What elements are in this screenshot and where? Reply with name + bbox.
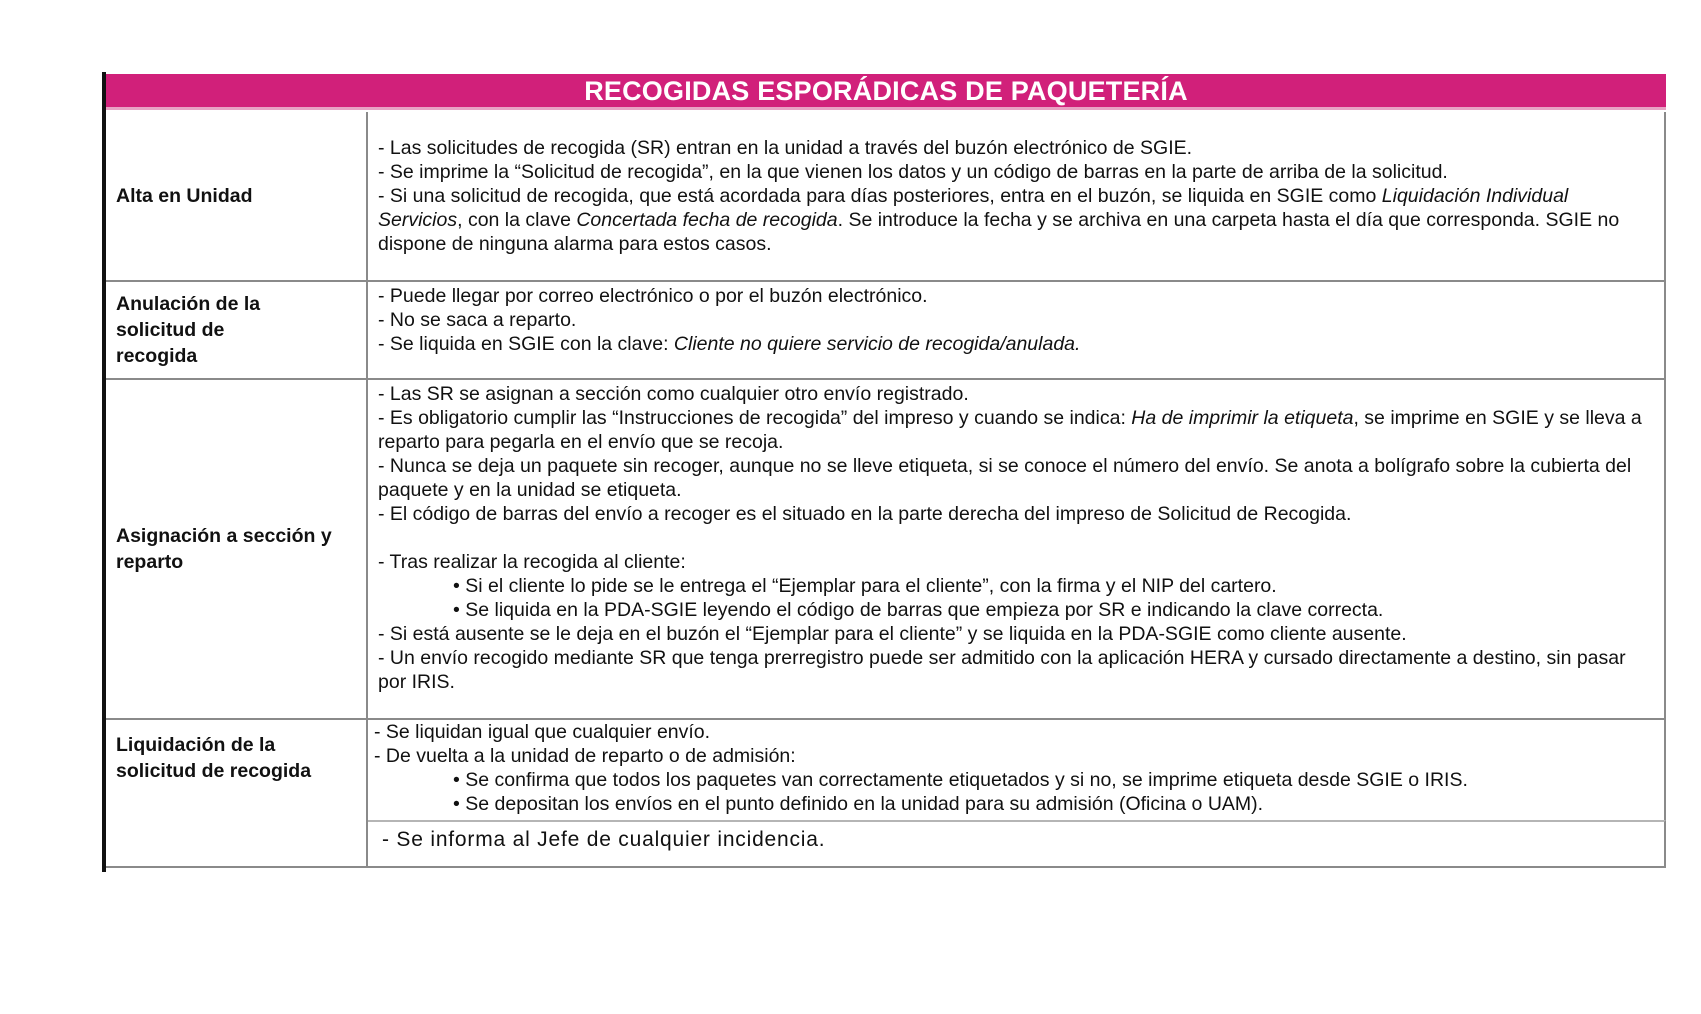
row-label-asignacion: Asignación a sección y reparto (106, 380, 368, 718)
row-content-alta (368, 112, 1666, 280)
bullet-item: • Se liquida en la PDA-SGIE leyendo el código de barras que empieza por SR e indicando la clave correcta. (453, 599, 1384, 621)
content-line: - Las SR se asignan a sección como cualquier otro envío registrado. (378, 383, 969, 405)
content-line: - El código de barras del envío a recoger es el situado en la parte derecha del impreso de Solicitud de Recogida. (378, 503, 1352, 525)
content-line: - Tras realizar la recogida al cliente: (378, 551, 686, 573)
bullet-item: • Se confirma que todos los paquetes van correctamente etiquetados y si no, se imprime etiqueta desde SGIE o IRIS. (453, 769, 1468, 791)
row-label-anulacion: Anulación de la solicitud de recogida (106, 282, 368, 378)
table-title: RECOGIDAS ESPORÁDICAS DE PAQUETERÍA (106, 74, 1666, 110)
row-content-anulacion (368, 282, 1666, 378)
content-line: - Un envío recogido mediante SR que tenga prerregistro puede ser admitido con la aplicación HERA y cursado directamente a destino, sin pasar por IRIS. (378, 647, 1626, 693)
row-label-liquidacion: Liquidación de la solicitud de recogida (106, 720, 368, 820)
content-line: - Es obligatorio cumplir las “Instrucciones de recogida” del impreso y cuando se indica: Ha de imprimir la etiqueta, se imprime en SGIE y se lleva a reparto para pegarla en el envío que se recoja. (378, 407, 1642, 453)
content-line: - Se liquidan igual que cualquier envío. (374, 721, 711, 743)
content-line: - No se saca a reparto. (378, 309, 577, 331)
row-content-liquidacion (368, 720, 1666, 820)
row-content-incidencia: - Se informa al Jefe de cualquier incidencia. (368, 820, 1666, 866)
content-line: - Puede llegar por correo electrónico o por el buzón electrónico. (378, 285, 928, 307)
row-content-asignacion (368, 380, 1666, 718)
content-line: - Las solicitudes de recogida (SR) entran en la unidad a través del buzón electrónico de SGIE. (378, 137, 1193, 159)
table-row-asignacion (106, 380, 1666, 720)
table-row-liquidacion (106, 720, 1666, 820)
table-row-alta (106, 112, 1666, 282)
content-line: - Se imprime la “Solicitud de recogida”, en la que vienen los datos y un código de barras en la parte de arriba de la solicitud. (378, 161, 1448, 183)
table-row-incidencia (106, 820, 1666, 868)
content-line: - Si está ausente se le deja en el buzón el “Ejemplar para el cliente” y se liquida en la PDA-SGIE como cliente ausente. (378, 623, 1407, 645)
content-line: - De vuelta a la unidad de reparto o de admisión: (374, 745, 796, 767)
bullet-item: • Si el cliente lo pide se le entrega el “Ejemplar para el cliente”, con la firma y el NIP del cartero. (453, 575, 1277, 597)
row-label-alta: Alta en Unidad (106, 112, 368, 280)
content-line: - Se liquida en SGIE con la clave: Cliente no quiere servicio de recogida/anulada. (378, 333, 1081, 355)
bullet-item: • Se depositan los envíos en el punto definido en la unidad para su admisión (Oficina o UAM). (453, 793, 1264, 815)
content-line: - Nunca se deja un paquete sin recoger, aunque no se lleve etiqueta, si se conoce el número del envío. Se anota a bolígrafo sobre la cubierta del paquete y en la unidad se etiqueta. (378, 455, 1632, 501)
content-line: - Si una solicitud de recogida, que está acordada para días posteriores, entra en el buzón, se liquida en SGIE como Liquidación Individual Servicios, con la clave Concertada fecha de recogida. Se introduce la fecha y se archiva en una carpeta hasta el día que corresponda. SGIE no dispone de ninguna alarma para estos casos. (378, 185, 1620, 255)
row-label-blank (106, 820, 368, 866)
table-row-anulacion (106, 282, 1666, 380)
